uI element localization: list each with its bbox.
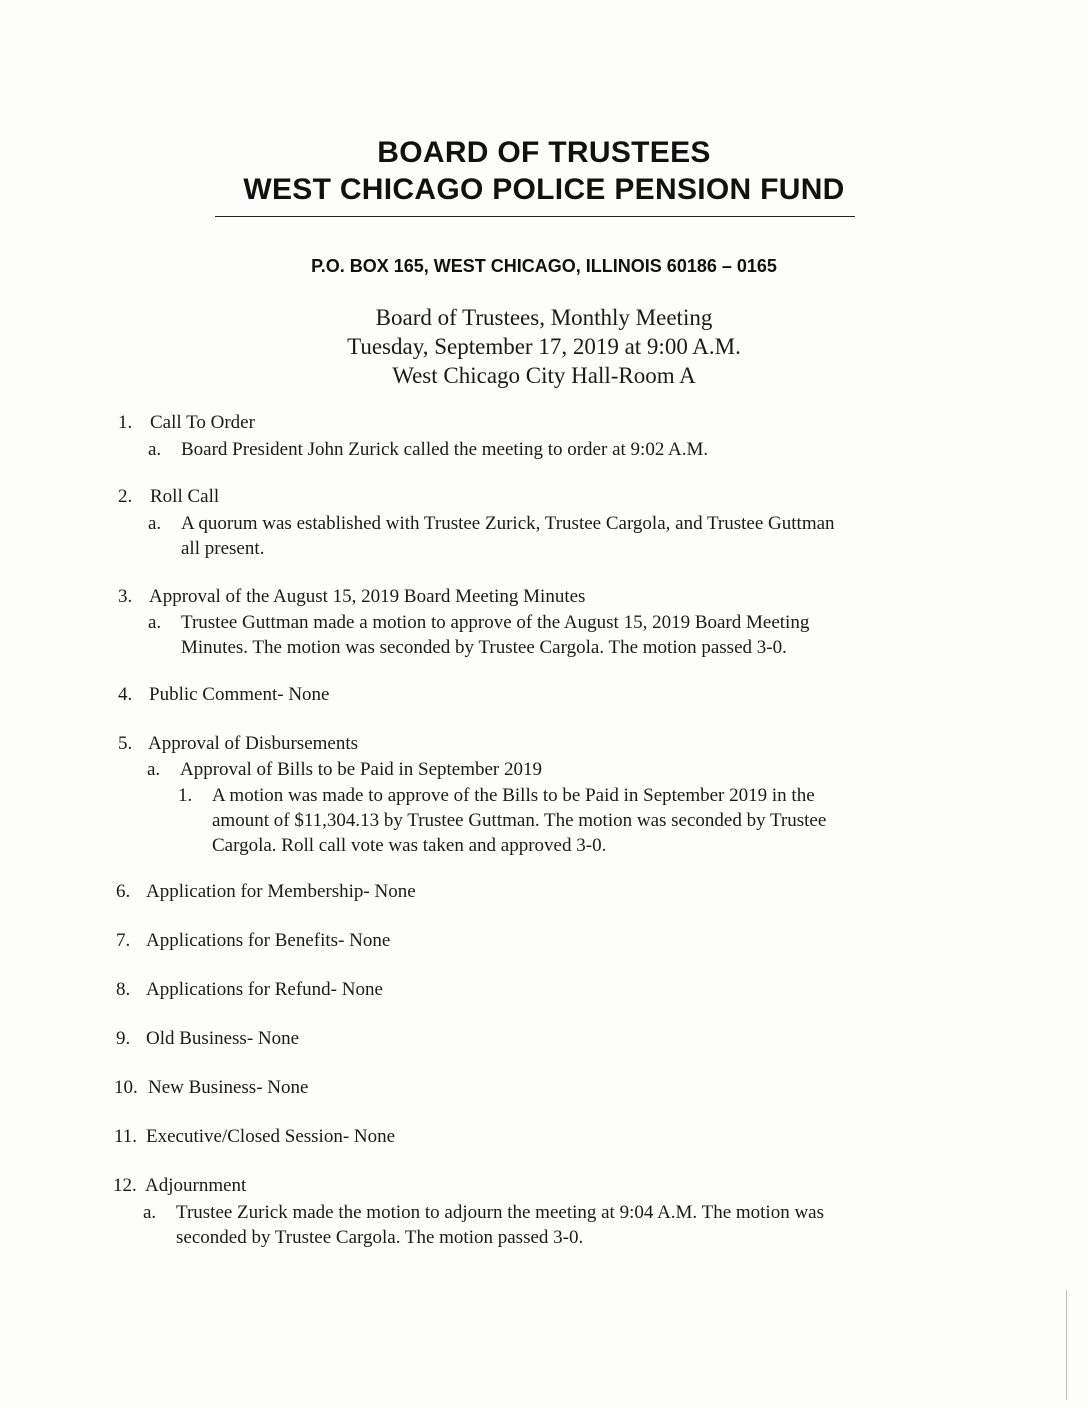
roll-call-detail-line1: A quorum was established with Trustee Zurick, Trustee Cargola, and Trustee Guttman [181,513,835,534]
item-number: 11. [114,1126,138,1147]
call-to-order-detail: Board President John Zurick called the meeting to order at 9:02 A.M. [181,439,709,460]
bills-motion-line2: amount of $11,304.13 by Trustee Guttman. The motion was seconded by Trustee [212,810,827,831]
item-number: 10. [114,1077,138,1098]
item-number: 4. [118,684,133,705]
item-number: 7. [116,930,131,951]
adjournment-motion-line2: seconded by Trustee Cargola. The motion passed 3-0. [176,1227,584,1248]
item-number: 8. [116,979,131,1000]
scan-edge-mark [1066,1290,1067,1400]
agenda-item-membership: Application for Membership- None [146,881,416,902]
meeting-type: Board of Trustees, Monthly Meeting [375,305,713,330]
board-title: BOARD OF TRUSTEES [377,136,711,169]
agenda-item-call-to-order: Call To Order [150,412,255,433]
header-divider [215,216,855,217]
agenda-item-old-business: Old Business- None [146,1028,300,1049]
roll-call-detail-line2: all present. [181,538,265,559]
meeting-location: West Chicago City Hall-Room A [392,363,696,388]
agenda-item-refund: Applications for Refund- None [146,979,383,1000]
adjournment-motion-line1: Trustee Zurick made the motion to adjourn the meeting at 9:04 A.M. The motion was [176,1202,825,1223]
agenda-item-roll-call: Roll Call [150,486,220,507]
fund-title: WEST CHICAGO POLICE PENSION FUND [243,173,845,206]
item-number: 9. [116,1028,131,1049]
agenda-item-public-comment: Public Comment- None [149,684,330,705]
item-number: 1. [118,412,133,433]
bills-subitem: Approval of Bills to be Paid in September 2019 [180,759,543,780]
subitem-letter: a. [148,513,162,534]
item-number: 2. [118,486,133,507]
subitem-number: 1. [178,785,193,806]
item-number: 6. [116,881,131,902]
agenda-item-benefits: Applications for Benefits- None [146,930,391,951]
meeting-date: Tuesday, September 17, 2019 at 9:00 A.M. [347,334,741,359]
agenda-item-approval-of-minutes: Approval of the August 15, 2019 Board Meeting Minutes [149,586,586,607]
subitem-letter: a. [147,759,161,780]
item-number: 3. [118,586,133,607]
subitem-letter: a. [148,612,162,633]
bills-motion-line3: Cargola. Roll call vote was taken and approved 3-0. [212,835,607,856]
agenda-item-adjournment: Adjournment [145,1175,247,1196]
subitem-letter: a. [143,1202,157,1223]
bills-motion-line1: A motion was made to approve of the Bills to be Paid in September 2019 in the [212,785,815,806]
agenda-item-disbursements: Approval of Disbursements [148,733,359,754]
minutes-motion-line2: Minutes. The motion was seconded by Trustee Cargola. The motion passed 3-0. [181,637,787,658]
item-number: 12. [113,1175,137,1196]
mailing-address: P.O. BOX 165, WEST CHICAGO, ILLINOIS 60186 – 0165 [311,256,777,276]
item-number: 5. [118,733,133,754]
minutes-motion-line1: Trustee Guttman made a motion to approve of the August 15, 2019 Board Meeting [181,612,810,633]
agenda-item-executive-session: Executive/Closed Session- None [146,1126,396,1147]
subitem-letter: a. [148,439,162,460]
agenda-item-new-business: New Business- None [148,1077,309,1098]
